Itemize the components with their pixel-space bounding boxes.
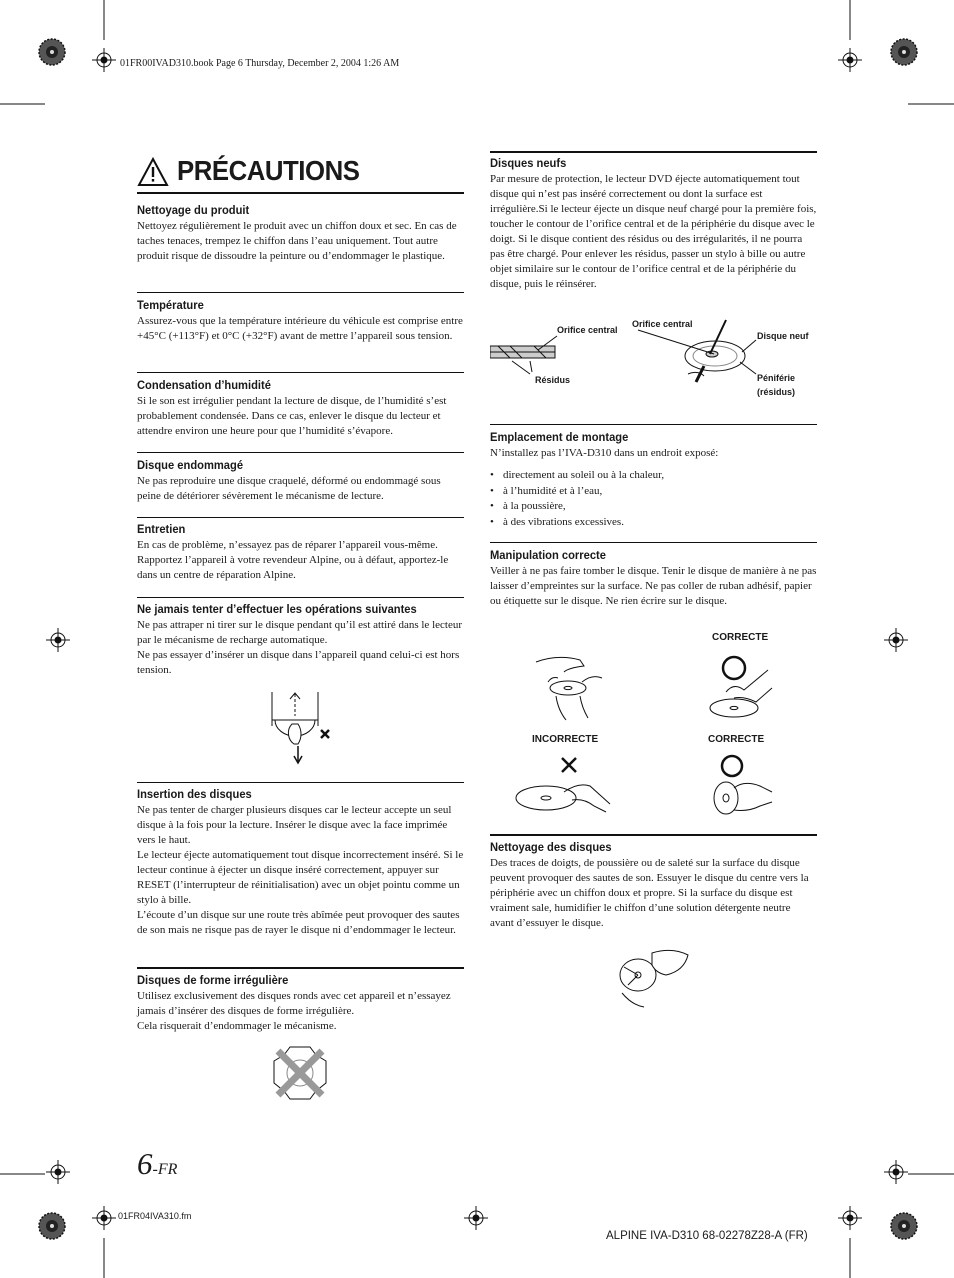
page-number-suffix: -FR <box>152 1161 178 1178</box>
label-correct-2: CORRECTE <box>708 734 765 745</box>
label-correct-1: CORRECTE <box>712 632 769 643</box>
warning-icon <box>137 157 169 187</box>
page-title-block <box>137 152 464 194</box>
label-orifice-central-1: Orifice central <box>557 325 618 335</box>
section-title: Manipulation correcte <box>490 548 606 562</box>
label-residue: Résidus <box>535 375 571 385</box>
section-title: Condensation d’humidité <box>137 378 271 392</box>
footer-file-name: 01FR04IVA310.fm <box>118 1211 192 1221</box>
section-text: Cela risquerait d’endommager le mécanisme. <box>137 1020 337 1032</box>
section-divider <box>137 452 464 453</box>
section-title: Disques de forme irrégulière <box>137 973 289 987</box>
section-divider <box>137 597 464 598</box>
page-number <box>137 1146 177 1182</box>
section-irregular-discs <box>137 972 464 1034</box>
section-title: Ne jamais tenter d’effectuer les opérations suivantes <box>137 602 417 616</box>
section-new-discs <box>490 155 817 292</box>
section-divider <box>137 372 464 373</box>
label-new-disc: Disque neuf <box>757 331 809 341</box>
label-orifice-central-2: Orifice central <box>632 319 693 329</box>
list-item: • à l’humidité et à l’eau, <box>490 484 817 500</box>
section-never-attempt <box>137 601 464 678</box>
section-title: Disque endommagé <box>137 458 244 472</box>
section-text: Veiller à ne pas faire tomber le disque. Tenir le disque de manière à ne pas laisser d’empreintes sur la surface. Ne pas coller de ruban adhésif, papier ou étiquette sur le disque. Ne rien écrire sur le disque. <box>490 565 817 607</box>
page-title: PRÉCAUTIONS <box>177 155 360 186</box>
section-mounting-location <box>490 429 817 530</box>
section-title: Emplacement de montage <box>490 430 629 444</box>
disc-pull-illustration <box>266 690 334 766</box>
incorrect-hand-illustration <box>514 752 614 818</box>
section-disc-insertion <box>137 786 464 938</box>
section-damaged-disc <box>137 457 464 504</box>
section-cleaning-product <box>137 202 464 264</box>
section-divider <box>490 834 817 836</box>
correct-hand-illustration <box>704 652 776 722</box>
section-disc-cleaning <box>490 839 817 931</box>
section-text: Le lecteur éjecte automatiquement tout disque incorrectement inséré. Si le lecteur continue à éjecter un disque inséré correctement, appuyer sur RESET (l’interrupteur de réinitialisation) avec un objet pointu comme un stylo à bille. <box>137 849 464 906</box>
section-text: Si le son est irrégulier pendant la lecture de disque, de l’humidité s’est probablement condensée. Dans ce cas, enlever le disque du lecteur et attendre environ une heure pour que l’humidité s’évapore. <box>137 395 447 437</box>
section-title: Température <box>137 298 204 312</box>
hands-holding-disc-illustration <box>528 652 608 722</box>
list-item: • à la poussière, <box>490 499 817 515</box>
section-text: Assurez-vous que la température intérieure du véhicule est comprise entre +45°C (+113°F) et 0°C (+32°F) avant de mettre l’appareil sous tension. <box>137 315 463 342</box>
section-title: Nettoyage des disques <box>490 840 612 854</box>
section-correct-handling <box>490 547 817 609</box>
section-title: Nettoyage du produit <box>137 203 250 217</box>
section-divider <box>490 151 817 153</box>
label-incorrect: INCORRECTE <box>532 734 599 745</box>
section-title: Entretien <box>137 522 186 536</box>
section-text: Ne pas tenter de charger plusieurs disques car le lecteur accepte un seul disque à la fois pour la lecture. Insérer le disque avec la face imprimée vers le haut. <box>137 804 452 846</box>
section-divider <box>137 967 464 969</box>
page-number-digit: 6 <box>137 1146 153 1181</box>
label-periphery: Péniférie <box>757 373 796 383</box>
section-divider <box>490 424 817 425</box>
header-file-info: 01FR00IVAD310.book Page 6 Thursday, December 2, 2004 1:26 AM <box>120 58 400 69</box>
disc-cleaning-illustration <box>612 945 692 1009</box>
section-title: Insertion des disques <box>137 787 252 801</box>
section-text: Ne pas reproduire une disque craquelé, déformé ou endommagé sous peine de détériorer sévèrement le mécanisme de lecture. <box>137 475 441 502</box>
irregular-disc-illustration <box>268 1043 332 1103</box>
section-text: Ne pas essayer d’insérer un disque dans l’appareil quand celui-ci est hors tension. <box>137 649 460 676</box>
section-text: Par mesure de protection, le lecteur DVD éjecte automatiquement tout disque qui n’est pas inséré correctement ou dont la surface est irrégulière.Si le lecteur éjecte un disque neuf chargé pour la première fois, toucher le contour de l’orifice central et de la périphérie du disque avec le doigt. Si le disque contient des résidus ou des irrégularités, il ne pourra pas être chargé. Pour enlever les résidus, passer un stylo à bille ou autre objet similaire sur le contour de l’orifice central et de la périphérie du disque, puis le réinsérer. <box>490 173 817 290</box>
section-divider <box>137 782 464 783</box>
list-item: • directement au soleil ou à la chaleur, <box>490 468 817 484</box>
section-text: Utilisez exclusivement des disques ronds avec cet appareil et n’essayez jamais d’insérer des disques de forme irrégulière. <box>137 990 451 1017</box>
list-item: • à des vibrations excessives. <box>490 515 817 531</box>
label-periphery-residue: (résidus) <box>757 387 796 397</box>
section-temperature <box>137 297 464 344</box>
section-text: En cas de problème, n’essayez pas de réparer l’appareil vous-même. Rapportez l’appareil à votre revendeur Alpine, ou à défaut, apportez-le dans un centre de réparation Alpine. <box>137 539 449 581</box>
section-text: L’écoute d’un disque sur une route très abîmée peut provoquer des sautes de son mais ne risque pas de rayer le disque ni d’endommager le lecteur. <box>137 909 460 936</box>
section-divider <box>137 517 464 518</box>
section-divider <box>137 292 464 293</box>
section-text: N’installez pas l’IVA-D310 dans un endroit exposé: <box>490 447 719 459</box>
section-condensation <box>137 377 464 439</box>
mounting-list <box>490 468 817 530</box>
section-maintenance <box>137 521 464 583</box>
section-text: Ne pas attraper ni tirer sur le disque pendant qu’il est attiré dans le lecteur par le mécanisme de recharge automatique. <box>137 619 462 646</box>
section-divider <box>490 542 817 543</box>
section-text: Des traces de doigts, de poussière ou de saleté sur la surface du disque peuvent provoquer des sautes de son. Essuyer le disque du centre vers la périphérie avec un chiffon doux et propre. Si la surface du disque est vraiment sale, humidifier le chiffon d’une solution détergente neutre avant d’essuyer le disque. <box>490 857 809 929</box>
section-title: Disques neufs <box>490 156 567 170</box>
correct-hand-edge-illustration <box>704 752 776 818</box>
footer-model: ALPINE IVA-D310 68-02278Z28-A (FR) <box>606 1230 808 1242</box>
section-text: Nettoyez régulièrement le produit avec un chiffon doux et sec. En cas de taches tenaces, trempez le chiffon dans l’eau uniquement. Tout autre produit risque de dissoudre la peinture ou d’endommager le plastique. <box>137 220 457 262</box>
